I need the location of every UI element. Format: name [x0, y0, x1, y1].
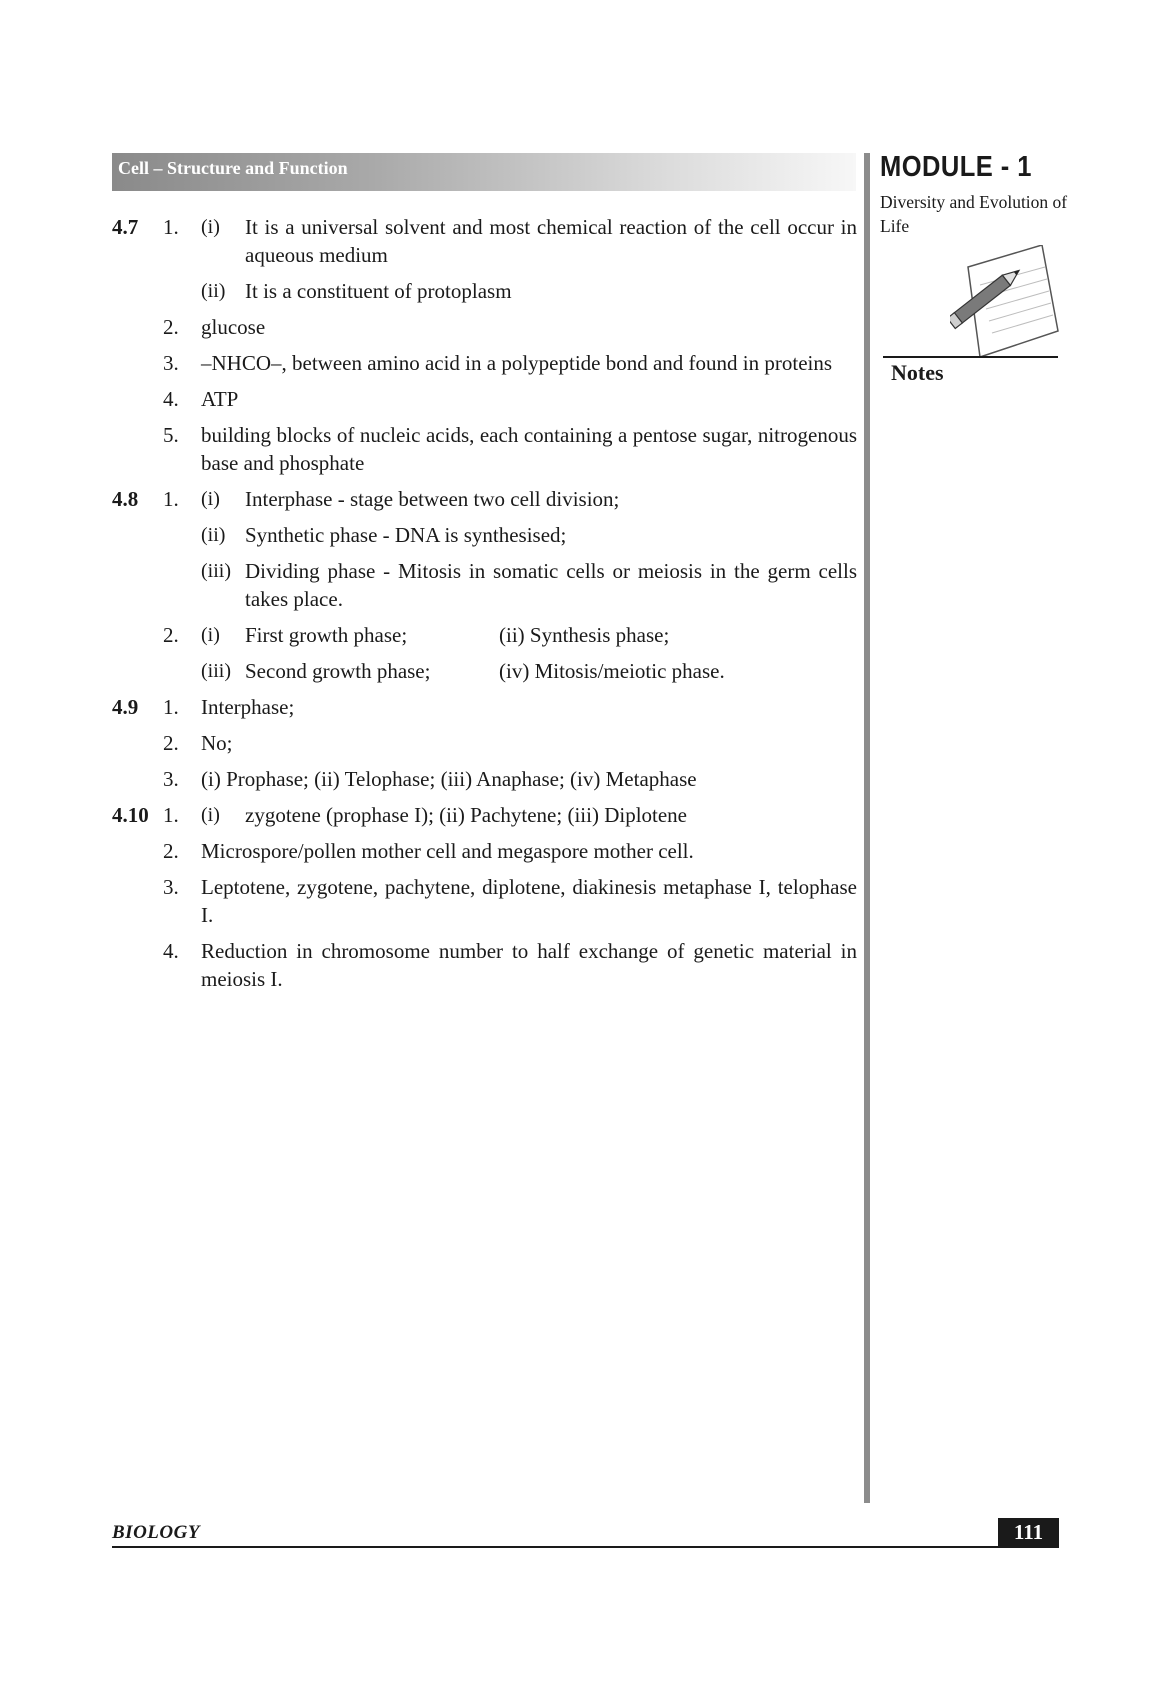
answer-row	[112, 313, 857, 349]
answer-text: Microspore/pollen mother cell and megaspore mother cell.	[201, 839, 694, 863]
item-number: 4.	[163, 939, 179, 963]
answer-row	[112, 213, 857, 277]
answer-text: Dividing phase - Mitosis in somatic cells or meiosis in the germ cells takes place.	[245, 559, 857, 611]
answer-row	[112, 521, 857, 557]
answer-text: (ii) Synthesis phase;	[499, 623, 670, 647]
section-number: 4.7	[112, 215, 139, 239]
answer-row	[112, 765, 857, 801]
footer-rule	[112, 1546, 1059, 1548]
answer-text: Second growth phase;	[245, 659, 431, 683]
item-number: 1.	[163, 695, 179, 719]
item-number: 2.	[163, 623, 179, 647]
item-number: 5.	[163, 423, 179, 447]
item-number: 1.	[163, 487, 179, 511]
answer-row	[112, 837, 857, 873]
sub-item-label: (i)	[201, 804, 220, 826]
answer-text: ATP	[201, 387, 239, 411]
section-number: 4.10	[112, 803, 149, 827]
answer-row	[112, 657, 857, 693]
answer-text: Interphase - stage between two cell division;	[245, 487, 620, 511]
answer-row	[112, 557, 857, 621]
answer-row	[112, 937, 857, 1001]
item-number: 2.	[163, 315, 179, 339]
item-number: 3.	[163, 351, 179, 375]
item-number: 2.	[163, 731, 179, 755]
answer-row	[112, 729, 857, 765]
sub-item-label: (i)	[201, 488, 220, 510]
notes-rule	[883, 356, 1058, 358]
section-number: 4.8	[112, 487, 139, 511]
answer-text: Synthetic phase - DNA is synthesised;	[245, 523, 567, 547]
answer-text: It is a constituent of protoplasm	[245, 279, 512, 303]
item-number: 3.	[163, 767, 179, 791]
answer-text: Reduction in chromosome number to half exchange of genetic material in meiosis I.	[201, 939, 857, 991]
answer-row	[112, 801, 857, 837]
item-number: 1.	[163, 215, 179, 239]
answer-row	[112, 621, 857, 657]
sub-item-label: (i)	[201, 216, 220, 238]
footer-subject: BIOLOGY	[112, 1522, 200, 1543]
answer-text: –NHCO–, between amino acid in a polypeptide bond and found in proteins	[201, 351, 833, 375]
module-subtitle: Diversity and Evolution of Life	[880, 192, 1068, 236]
item-number: 3.	[163, 875, 179, 899]
sub-item-label: (iii)	[201, 660, 231, 682]
sub-item-label: (i)	[201, 624, 220, 646]
notes-label: Notes	[891, 360, 944, 385]
answer-text: (i) Prophase; (ii) Telophase; (iii) Anaphase; (iv) Metaphase	[201, 767, 697, 791]
answers-content	[112, 213, 857, 1001]
answer-text: Leptotene, zygotene, pachytene, diplotene, diakinesis metaphase I, telophase I.	[201, 875, 857, 927]
item-number: 2.	[163, 839, 179, 863]
answer-text: building blocks of nucleic acids, each containing a pentose sugar, nitrogenous base and phosphate	[201, 423, 857, 475]
item-number: 1.	[163, 803, 179, 827]
answer-text: glucose	[201, 315, 266, 339]
answer-text: No;	[201, 731, 233, 755]
sub-item-label: (iii)	[201, 560, 231, 582]
answer-row	[112, 485, 857, 521]
answer-text: (iv) Mitosis/meiotic phase.	[499, 659, 725, 683]
answer-row	[112, 349, 857, 385]
answer-row	[112, 385, 857, 421]
section-number: 4.9	[112, 695, 139, 719]
item-number: 4.	[163, 387, 179, 411]
answer-row	[112, 693, 857, 729]
sub-item-label: (ii)	[201, 280, 226, 302]
answer-row	[112, 277, 857, 313]
chapter-title: Cell – Structure and Function	[118, 158, 348, 178]
answer-text: zygotene (prophase I); (ii) Pachytene; (iii) Diplotene	[245, 803, 688, 827]
answer-text: First growth phase;	[245, 623, 408, 647]
notes-pencil-icon	[950, 245, 1060, 365]
answer-text: It is a universal solvent and most chemical reaction of the cell occur in aqueous medium	[245, 215, 857, 267]
answer-row	[112, 421, 857, 485]
page-number: 111	[998, 1518, 1059, 1548]
sub-item-label: (ii)	[201, 524, 226, 546]
answer-row	[112, 873, 857, 937]
module-title: MODULE - 1	[880, 151, 1032, 183]
margin-divider	[864, 153, 870, 1503]
answer-text: Interphase;	[201, 695, 295, 719]
